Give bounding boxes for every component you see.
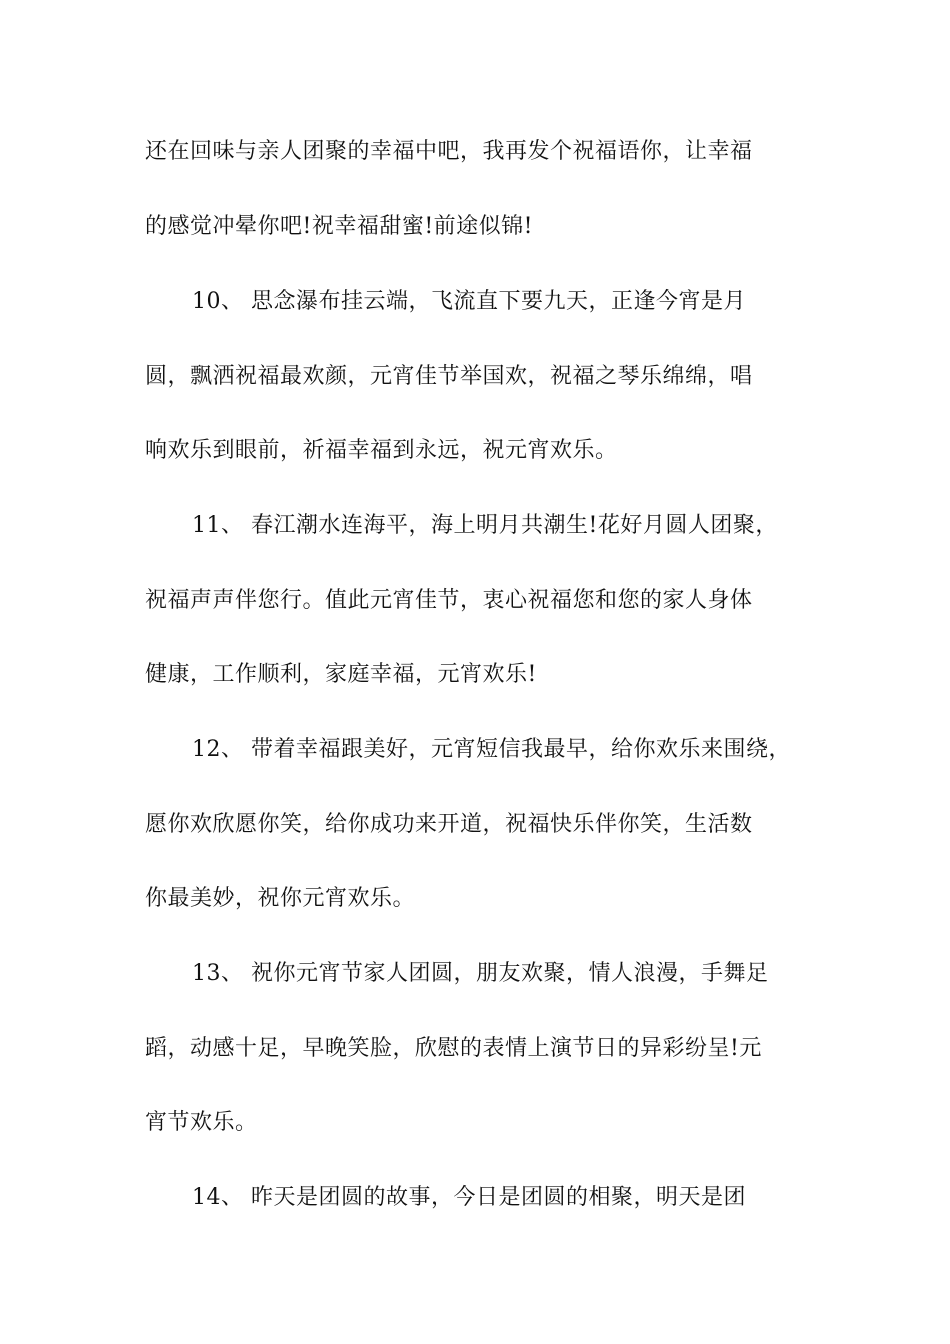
text-line: 圆，飘洒祝福最欢颜，元宵佳节举国欢，祝福之琴乐绵绵，唱 bbox=[145, 364, 753, 389]
text-line: 还在回味与亲人团聚的幸福中吧，我再发个祝福语你，让幸福 bbox=[145, 139, 753, 164]
item-12-line: 12、 带着幸福跟美好，元宵短信我最早，给你欢乐来围绕， bbox=[192, 737, 791, 762]
item-14-line: 14、 昨天是团圆的故事，今日是团圆的相聚，明天是团 bbox=[192, 1185, 746, 1210]
text-line: 蹈，动感十足，早晚笑脸，欣慰的表情上演节日的异彩纷呈!元 bbox=[145, 1036, 762, 1061]
text-line: 祝福声声伴您行。值此元宵佳节，衷心祝福您和您的家人身体 bbox=[145, 588, 753, 613]
text-line: 宵节欢乐。 bbox=[145, 1110, 258, 1135]
text-line: 愿你欢欣愿你笑，给你成功来开道，祝福快乐伴你笑，生活数 bbox=[145, 812, 753, 837]
text-line: 健康，工作顺利，家庭幸福，元宵欢乐! bbox=[145, 662, 537, 687]
item-10-line: 10、 思念瀑布挂云端，飞流直下要九天，正逢今宵是月 bbox=[192, 289, 746, 314]
text-line: 你最美妙，祝你元宵欢乐。 bbox=[145, 886, 416, 911]
text-line: 响欢乐到眼前，祈福幸福到永远，祝元宵欢乐。 bbox=[145, 438, 618, 463]
item-13-line: 13、 祝你元宵节家人团圆，朋友欢聚，情人浪漫，手舞足 bbox=[192, 961, 769, 986]
item-11-line: 11、 春江潮水连海平，海上明月共潮生!花好月圆人团聚， bbox=[192, 513, 778, 538]
text-line: 的感觉冲晕你吧!祝幸福甜蜜!前途似锦! bbox=[145, 214, 534, 239]
